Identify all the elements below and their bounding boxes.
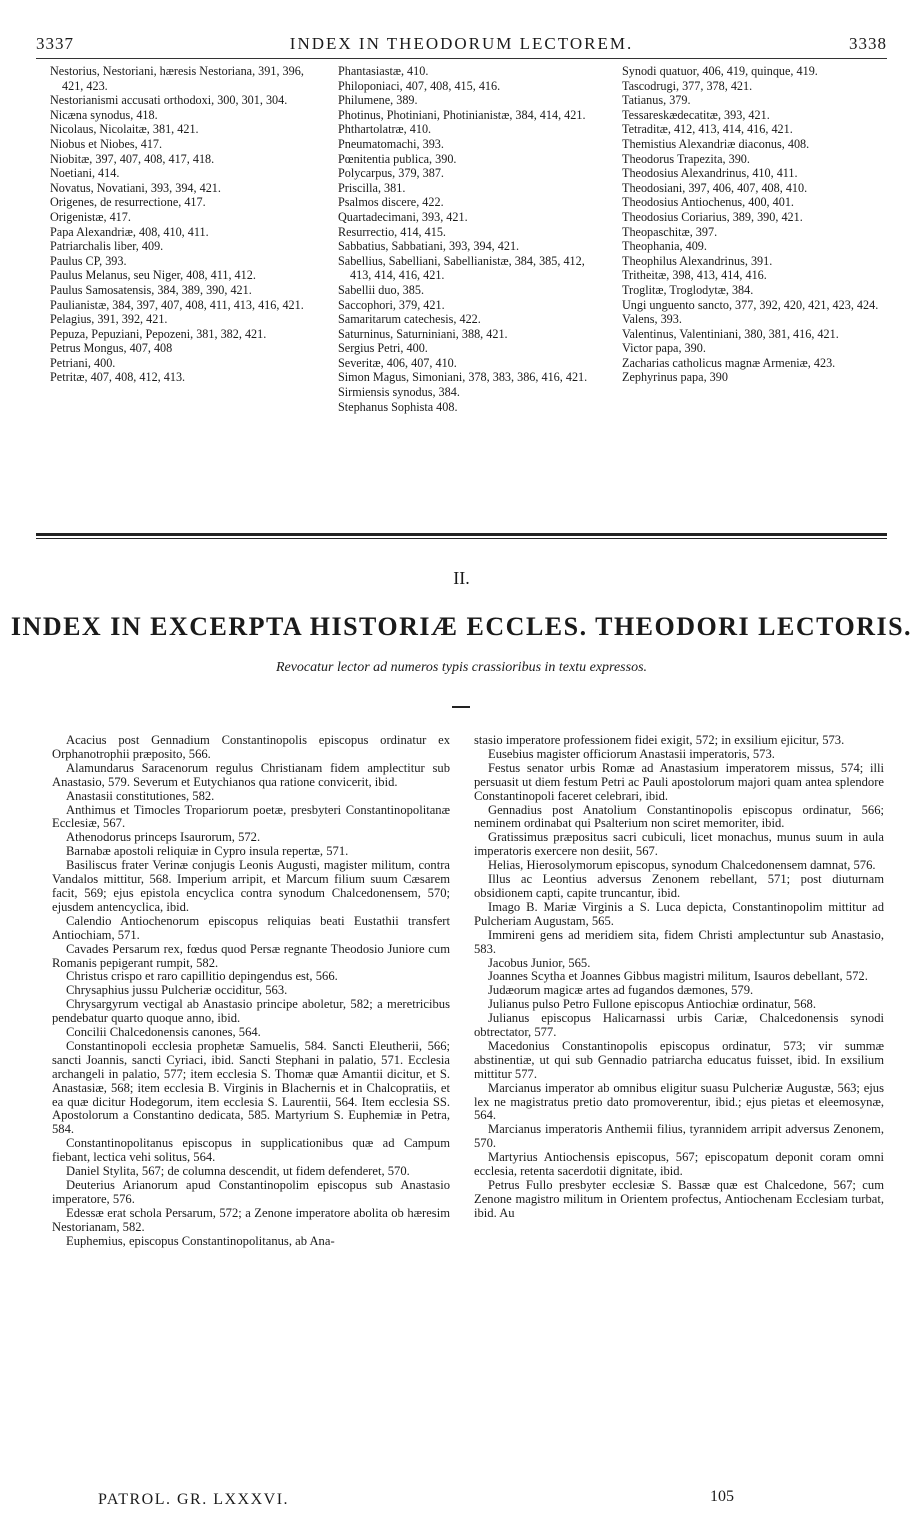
index-entry: Nestorianismi accusati orthodoxi, 300, 301, 304. [50, 93, 288, 108]
index-paragraph: stasio imperatore professionem fidei exigit, 572; in exsilium ejicitur, 573. [474, 733, 845, 747]
index-columns [50, 64, 890, 504]
index-paragraph: Anastasii constitutiones, 582. [66, 788, 215, 803]
index-entry: Synodi quatuor, 406, 419, quinque, 419. [622, 64, 818, 78]
footer-signature: 105 [710, 1488, 734, 1505]
index-paragraph: Julianus episcopus Halicarnassi urbis Cariæ, Chalcedonensis synodi obtrectator, 577. [474, 1011, 884, 1040]
index-entry: Niobus et Niobes, 417. [50, 136, 163, 151]
body-column-left [52, 734, 450, 1249]
index-paragraph: Petrus Fullo presbyter ecclesiæ S. Bassæ quæ est Chalcedone, 567; cum Zenone magistro militum in Orientem profectus, Antiochenam Ecclesiam turbat, ibid. Au [474, 1178, 884, 1220]
index-paragraph: Eusebius magister officiorum Anastasii imperatoris, 573. [488, 746, 775, 761]
index-paragraph: Marcianus imperator ab omnibus eligitur suasu Pulcheriæ Augustæ, 563; ejus lex ne magistratus pretio dato promoverentur, ibid.; ejus pietas et eleemosynæ, 564. [474, 1080, 884, 1123]
index-entry: Tascodrugi, 377, 378, 421. [622, 78, 753, 93]
index-entry: Novatus, Novatiani, 393, 394, 421. [50, 180, 221, 195]
index-column-2 [338, 64, 598, 414]
index-entry: Petrus Mongus, 407, 408 [50, 341, 173, 356]
index-paragraph: Helias, Hierosolymorum episcopus, synodum Chalcedonensem damnat, 576. [488, 858, 876, 873]
index-entry: Victor papa, 390. [622, 341, 706, 356]
index-entry: Phantasiastæ, 410. [338, 64, 429, 78]
index-column-3 [622, 64, 892, 385]
index-paragraph: Athenodorus princeps Isaurorum, 572. [66, 830, 261, 845]
index-paragraph: Christus crispo et raro capillitio depingendus est, 566. [66, 969, 338, 984]
index-paragraph: Chrysaphius jussu Pulcheriæ occiditur, 563. [66, 983, 288, 998]
index-entry: Valentinus, Valentiniani, 380, 381, 416, 421. [622, 326, 839, 341]
index-paragraph: Chrysargyrum vectigal ab Anastasio principe aboletur, 582; a meretricibus pendebatur quarto quoque anno, ibid. [52, 997, 450, 1026]
index-paragraph: Edessæ erat schola Persarum, 572; a Zenone imperatore abolita ob hæresim Nestorianam, 582. [52, 1205, 450, 1234]
section-divider-thin [36, 538, 887, 539]
index-entry: Tatianus, 379. [622, 93, 691, 108]
index-entry: Pneumatomachi, 393. [338, 136, 444, 151]
index-paragraph: Julianus pulso Petro Fullone episcopus Antiochiæ ordinatur, 568. [488, 997, 816, 1012]
section-subtitle: Revocatur lector ad numeros typis crassioribus in textu expressos. [275, 660, 648, 675]
section-title: INDEX IN EXCERPTA HISTORIÆ ECCLES. THEODORI LECTORIS. [10, 612, 913, 641]
index-entry: Polycarpus, 379, 387. [338, 166, 444, 181]
index-entry: Theodosius Coriarius, 389, 390, 421. [622, 209, 803, 224]
index-entry: Sabellii duo, 385. [338, 282, 424, 297]
index-entry: Patriarchalis liber, 409. [50, 239, 164, 254]
index-paragraph: Jacobus Junior, 565. [488, 955, 591, 970]
index-entry: Nicolaus, Nicolaitæ, 381, 421. [50, 122, 199, 137]
index-paragraph: Gennadius post Anatolium Constantinopolis episcopus ordinatur, 566; neminem ordinabat qui Psalterium non sciret memoriter, ibid. [474, 802, 884, 831]
index-entry: Samaritarum catechesis, 422. [338, 312, 481, 327]
index-entry: Tritheitæ, 398, 413, 414, 416. [622, 268, 767, 283]
index-entry: Valens, 393. [622, 312, 682, 327]
index-entry: Resurrectio, 414, 415. [338, 224, 446, 239]
index-paragraph: Festus senator urbis Romæ ad Anastasium imperatorem missus, 574; illi persuasit ut diem festum Petri ac Pauli apostolorum majori quam antea splendore Constantinopoli faceret celebrari, ibid. [474, 760, 884, 803]
index-entry: Sirmiensis synodus, 384. [338, 385, 460, 400]
index-entry: Quartadecimani, 393, 421. [338, 209, 468, 224]
index-entry: Sabbatius, Sabbatiani, 393, 394, 421. [338, 239, 520, 254]
index-entry: Theopaschitæ, 397. [622, 224, 718, 239]
index-entry: Niobitæ, 397, 407, 408, 417, 418. [50, 151, 215, 166]
index-entry: Philumene, 389. [338, 93, 418, 108]
index-paragraph: Macedonius Constantinopolis episcopus ordinatur, 573; vir summæ abstinentiæ, ut qui sub Gennadio patriarcha educatus fuisset, ibid. In exsilium mittitur 577. [474, 1038, 884, 1081]
index-entry: Philoponiaci, 407, 408, 415, 416. [338, 78, 501, 93]
index-entry: Tessareskædecatitæ, 393, 421. [622, 107, 770, 122]
index-entry: Theophilus Alexandrinus, 391. [622, 253, 773, 268]
index-entry: Theodosiani, 397, 406, 407, 408, 410. [622, 180, 808, 195]
index-entry: Ungi unguento sancto, 377, 392, 420, 421, 423, 424. [622, 297, 879, 312]
running-head [36, 34, 887, 56]
index-entry: Simon Magus, Simoniani, 378, 383, 386, 416, 421. [338, 370, 588, 385]
index-entry: Pœnitentia publica, 390. [338, 151, 457, 166]
index-entry: Troglitæ, Troglodytæ, 384. [622, 282, 754, 297]
section-number: II. [453, 568, 470, 588]
index-entry: Noetiani, 414. [50, 166, 120, 181]
footer-volume: PATROL. GR. LXXXVI. [98, 1491, 290, 1508]
section-divider-thick [36, 533, 887, 536]
index-entry: Phthartolatræ, 410. [338, 122, 432, 137]
index-entry: Themistius Alexandriæ diaconus, 408. [622, 136, 810, 151]
index-entry: Tetraditæ, 412, 413, 414, 416, 421. [622, 122, 793, 137]
index-entry: Saccophori, 379, 421. [338, 297, 445, 312]
index-paragraph: Daniel Stylita, 567; de columna descendit, ut fidem defenderet, 570. [66, 1164, 410, 1179]
index-paragraph: Concilii Chalcedonensis canones, 564. [66, 1025, 261, 1040]
index-paragraph: Joannes Scytha et Joannes Gibbus magistri militum, Isauros debellant, 572. [488, 969, 868, 984]
title-dash [452, 706, 470, 708]
index-paragraph: Euphemius, episcopus Constantinopolitanus, ab Ana- [66, 1233, 335, 1248]
index-entry: Psalmos discere, 422. [338, 195, 444, 210]
index-entry: Theodorus Trapezita, 390. [622, 151, 750, 166]
index-entry: Petriani, 400. [50, 355, 116, 370]
index-paragraph: Barnabæ apostoli reliquiæ in Cypro insula repertæ, 571. [66, 844, 349, 859]
index-paragraph: Alamundarus Saracenorum regulus Christianam fidem amplectitur sub Anastasio, 579. Severum et Eutychianos qua ratione convicerit, ibid. [52, 760, 450, 789]
index-entry: Paulus Melanus, seu Niger, 408, 411, 412. [50, 268, 256, 283]
index-entry: Theodosius Alexandrinus, 410, 411. [622, 166, 798, 181]
index-paragraph: Constantinopoli ecclesia prophetæ Samuelis, 584. Sancti Eleutherii, 566; sancti Joannis, sancti Cyriaci, ibid. Sancti Stephani in palatio, 571. Ecclesia archangeli in palatio, 577; item ecclesia S. Thomæ quæ Amantii dicitur, et S. Anastasiæ, 568; item ecclesia B. Virginis in Blachernis et in Chalcopratiis, et ea quæ dicitur Hodegorum, item ecclesia S. Laurentii, 564. Item ecclesia SS. Apostolorum a Constantino dedicata, 585. Martyrium S. Euphemiæ in Petra, 584. [52, 1038, 450, 1137]
header-rule [36, 58, 887, 59]
index-paragraph: Constantinopolitanus episcopus in supplicationibus quæ ad Campum fiebant, lectica vehi solitus, 564. [52, 1136, 450, 1165]
index-entry: Zacharias catholicus magnæ Armeniæ, 423. [622, 355, 836, 370]
index-entry: Paulus CP, 393. [50, 253, 127, 268]
index-entry: Photinus, Photiniani, Photinianistæ, 384, 414, 421. [338, 107, 586, 122]
index-entry: Pepuza, Pepuziani, Pepozeni, 381, 382, 421. [50, 326, 267, 341]
index-paragraph: Anthimus et Timocles Tropariorum poetæ, presbyteri Constantinopolitanæ Ecclesiæ, 567. [52, 802, 450, 831]
index-entry: Nicæna synodus, 418. [50, 107, 158, 122]
index-entry: Priscilla, 381. [338, 180, 406, 195]
index-entry: Saturninus, Saturniniani, 388, 421. [338, 326, 508, 341]
body-column-right [474, 734, 884, 1221]
index-entry: Stephanus Sophista 408. [338, 399, 458, 414]
index-entry: Nestorius, Nestoriani, hæresis Nestoriana, 391, 396, 421, 423. [50, 64, 304, 93]
index-entry: Severitæ, 406, 407, 410. [338, 355, 457, 370]
right-page-number: 3338 [849, 34, 887, 53]
index-entry: Zephyrinus papa, 390 [622, 370, 728, 385]
index-entry: Paulus Samosatensis, 384, 389, 390, 421. [50, 282, 252, 297]
left-page-number: 3337 [36, 34, 74, 53]
index-paragraph: Gratissimus præpositus sacri cubiculi, licet monachus, munus suum in aula imperatoris exercere non desiit, 567. [474, 830, 884, 859]
index-paragraph: Judæorum magicæ artes ad fugandos dæmones, 579. [488, 983, 754, 998]
index-entry: Pelagius, 391, 392, 421. [50, 312, 168, 327]
index-paragraph: Illus ac Leontius adversus Zenonem rebellant, 571; post diuturnam obsidionem capti, capite truncantur, ibid. [474, 872, 884, 900]
index-paragraph: Immireni gens ad meridiem sita, fidem Christi amplectuntur sub Anastasio, 583. [474, 927, 884, 956]
index-entry: Theodosius Antiochenus, 400, 401. [622, 195, 794, 210]
index-paragraph: Deuterius Arianorum apud Constantinopolim episcopus sub Anastasio imperatore, 576. [52, 1178, 450, 1206]
index-entry: Sergius Petri, 400. [338, 341, 428, 356]
index-paragraph: Cavades Persarum rex, fœdus quod Persæ regnante Theodosio Juniore cum Romanis pepigerant rumpit, 582. [52, 941, 450, 970]
index-entry: Sabellius, Sabelliani, Sabellianistæ, 384, 385, 412, 413, 414, 416, 421. [338, 253, 585, 283]
running-title: INDEX IN THEODORUM LECTOREM. [289, 34, 634, 53]
index-column-1 [50, 64, 308, 385]
index-entry: Papa Alexandriæ, 408, 410, 411. [50, 224, 209, 239]
index-entry: Theophania, 409. [622, 239, 707, 254]
index-paragraph: Martyrius Antiochensis episcopus, 567; episcopatum deponit coram omni ecclesia, retenta sacerdotii dignitate, ibid. [474, 1150, 884, 1179]
index-entry: Origenistæ, 417. [50, 209, 131, 224]
index-paragraph: Imago B. Mariæ Virginis a S. Luca depicta, Constantinopolim mittitur ad Pulcheriam Augustam, 565. [474, 899, 884, 928]
index-entry: Origenes, de resurrectione, 417. [50, 195, 206, 210]
index-paragraph: Marcianus imperatoris Anthemii filius, tyrannidem arripit adversus Zenonem, 570. [474, 1122, 884, 1151]
index-entry: Petritæ, 407, 408, 412, 413. [50, 370, 186, 385]
index-entry: Paulianistæ, 384, 397, 407, 408, 411, 413, 416, 421. [50, 297, 304, 312]
index-paragraph: Basiliscus frater Verinæ conjugis Leonis Augusti, magister militum, contra Vandalos mittitur, 568. Imperium arripit, et Marcum filium suum Cæsarem facit, 569; ejus epistola encyclica contra synodum Chalcedonensem, 570; ejusdem antencyclica, ibid. [52, 858, 450, 914]
index-paragraph: Calendio Antiochenorum episcopus reliquias beati Eustathii transfert Antiochiam, 571. [52, 913, 450, 942]
index-paragraph: Acacius post Gennadium Constantinopolis episcopus ordinatur ex Orphanotrophii præposito, 566. [52, 733, 450, 761]
